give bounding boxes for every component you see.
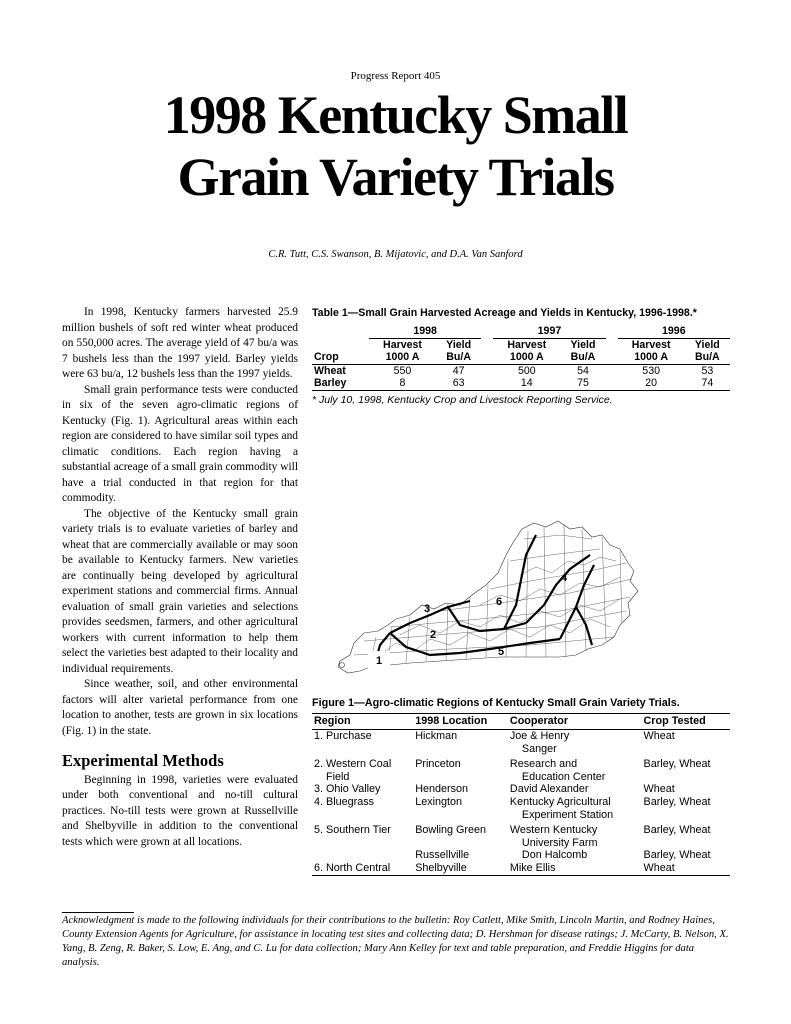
value-cell: 14: [493, 377, 560, 390]
region-label: 5: [497, 646, 505, 658]
crop-cell: Barley, Wheat: [643, 824, 711, 837]
region-label: 6: [495, 596, 503, 608]
region-label: 2: [429, 629, 437, 641]
column-header: Yield Bu/A: [570, 338, 596, 363]
crop-cell: Wheat: [642, 862, 731, 875]
paragraph: The objective of the Kentucky small grain variety trials is to evaluate varieties of barley and wheat that are commercially available or may soon be available to Kentucky farmers. New varieties are continually being developed by agricultural experiment stations and commercial firms. Annual evaluation of small grain varieties and selections provides seedsmen, farmers, and other agricultural workers with current information to help them select the varieties best adapted to their locality and individual requirements.: [62, 507, 298, 675]
crop-cell: Wheat: [643, 783, 675, 796]
region-label: 1: [375, 655, 383, 667]
county-grid: [354, 525, 632, 665]
cooperator-cell: Don Halcomb: [521, 849, 588, 862]
crop-cell: Barley, Wheat: [643, 849, 711, 862]
crop-cell: Wheat: [643, 730, 675, 742]
value-cell: 63: [436, 377, 481, 390]
column-header: Region: [312, 714, 413, 730]
regions-table: [312, 713, 730, 876]
cooperator-cell: Research and Education Center: [509, 758, 606, 783]
table-row: [312, 849, 730, 862]
table-row: [312, 730, 730, 756]
value-cell: 20: [618, 377, 685, 390]
year-header: 1997: [493, 323, 605, 338]
page-title: [0, 84, 791, 208]
location-cell: Russellville: [415, 849, 470, 862]
location-cell: Shelbyville: [413, 862, 508, 875]
title-line-1: 1998 Kentucky Small: [163, 85, 628, 145]
figure-caption: Figure 1—Agro-climatic Regions of Kentucky Small Grain Variety Trials.: [312, 697, 680, 709]
value-cell: 53: [701, 364, 714, 377]
location-cell: Princeton: [415, 758, 461, 771]
region-cell: 1. Purchase: [314, 730, 372, 742]
location-cell: Bowling Green: [415, 824, 487, 837]
paragraph: Small grain performance tests were conducted in six of the seven agro-climatic regions of Kentucky (Fig. 1). Agricultural areas within each region are considered to have similar soil types and climatic conditions. Each region having a substantial acreage of a small grain commodity will have a trial conducted in that region for that commodity.: [62, 383, 298, 504]
body-text-column: [62, 305, 298, 850]
table-row: [312, 364, 730, 377]
region-cell: 2. Western Coal Field: [314, 758, 392, 783]
title-line-2: Grain Variety Trials: [177, 147, 614, 207]
value-cell: 74: [685, 377, 730, 390]
table-row: [312, 862, 730, 875]
kentucky-regions-map: [330, 515, 730, 685]
column-header: 1998 Location: [413, 714, 508, 730]
value-cell: 54: [577, 364, 589, 377]
acknowledgment: Acknowledgment is made to the following individuals for their contributions to the bulletin: Roy Catlett, Mike Smith, Lincoln Martin, and Rodney Haines, County Extension Agents for Agriculture, for assistance in locating test sites and collecting data; D. Hershman for disease ratings; J. McCarty, B. Nelson, X. Yang, B. Zeng, R. Baker, S. Low, E. Ang, and C. Lu for data collection; Mary Ann Kelley for text and table preparation, and Freddie Higgins for data analysis.: [62, 915, 729, 968]
table-row: [312, 821, 730, 849]
table-row: [312, 377, 730, 390]
table-row: [312, 783, 730, 796]
footnote-divider: [62, 912, 134, 913]
paragraph: Beginning in 1998, varieties were evaluated under both conventional and no-till cultural practices. No-till tests were grown at Russellville and Shelbyville in addition to the conventional tests which were grown at all locations.: [62, 773, 298, 848]
crop-cell: Barley, Wheat: [643, 795, 711, 808]
crop-cell: Barley, Wheat: [643, 758, 711, 771]
location-cell: Hickman: [415, 730, 458, 742]
cooperator-cell: Kentucky Agricultural Experiment Station: [509, 795, 614, 821]
column-header: Harvest 1000 A: [507, 338, 547, 363]
table-1: [312, 307, 730, 406]
report-number: Progress Report 405: [350, 70, 441, 82]
column-header: Crop: [314, 351, 339, 363]
value-cell: 530: [642, 364, 660, 377]
value-cell: 75: [560, 377, 605, 390]
value-cell: 47: [452, 364, 465, 377]
cooperator-cell: Joe & Henry Sanger: [509, 730, 570, 755]
cooperator-cell: Mike Ellis: [508, 862, 642, 875]
year-header: 1996: [618, 323, 730, 338]
column-header: Crop Tested: [642, 714, 731, 730]
location-cell: Lexington: [415, 795, 463, 808]
column-header: Cooperator: [508, 714, 642, 730]
column-header: Yield Bu/A: [694, 338, 720, 363]
column-header: Yield Bu/A: [446, 338, 472, 363]
region-label: 3: [423, 603, 431, 615]
crop-cell: Barley: [312, 377, 369, 390]
value-cell: 500: [517, 364, 536, 377]
region-cell: 5. Southern Tier: [314, 824, 391, 837]
table-footnote: * July 10, 1998, Kentucky Crop and Livestock Reporting Service.: [312, 393, 613, 406]
paragraph: In 1998, Kentucky farmers harvested 25.9 million bushels of soft red winter wheat produced on 550,000 acres. The average yield of 47 bu/a was 7 bushels less than the 1997 yield. Barley yields were 63 bu/a, 12 bushels less than the 1997 yields.: [62, 306, 298, 380]
region-label: 4: [560, 572, 568, 584]
region-cell: 4. Bluegrass: [314, 795, 375, 808]
paragraph: Since weather, soil, and other environmental factors will alter varietal performance from one location to another, tests are grown in six locations (Fig. 1) in the state.: [62, 678, 298, 737]
table-row: [312, 755, 730, 783]
authors: C.R. Tutt, C.S. Swanson, B. Mijatovic, and D.A. Van Sanford: [268, 249, 523, 260]
column-header: Harvest 1000 A: [383, 338, 422, 363]
crop-cell: Wheat: [314, 364, 346, 377]
year-header: 1998: [369, 323, 481, 338]
table-row: [312, 796, 730, 821]
location-cell: Henderson: [415, 783, 469, 796]
value-cell: 550: [393, 364, 412, 377]
region-cell: 6. North Central: [312, 862, 413, 875]
region-cell: 3. Ohio Valley: [314, 783, 381, 796]
acreage-yield-table: [312, 323, 730, 391]
figure-1: [312, 697, 730, 876]
cooperator-cell: Western Kentucky University Farm: [509, 824, 598, 849]
column-header: Harvest 1000 A: [631, 338, 671, 363]
value-cell: 8: [369, 377, 436, 390]
region-cell: [312, 849, 413, 862]
cooperator-cell: David Alexander: [509, 783, 589, 796]
section-heading: Experimental Methods: [62, 751, 224, 770]
table-caption: Table 1—Small Grain Harvested Acreage and Yields in Kentucky, 1996-1998.*: [312, 307, 697, 319]
